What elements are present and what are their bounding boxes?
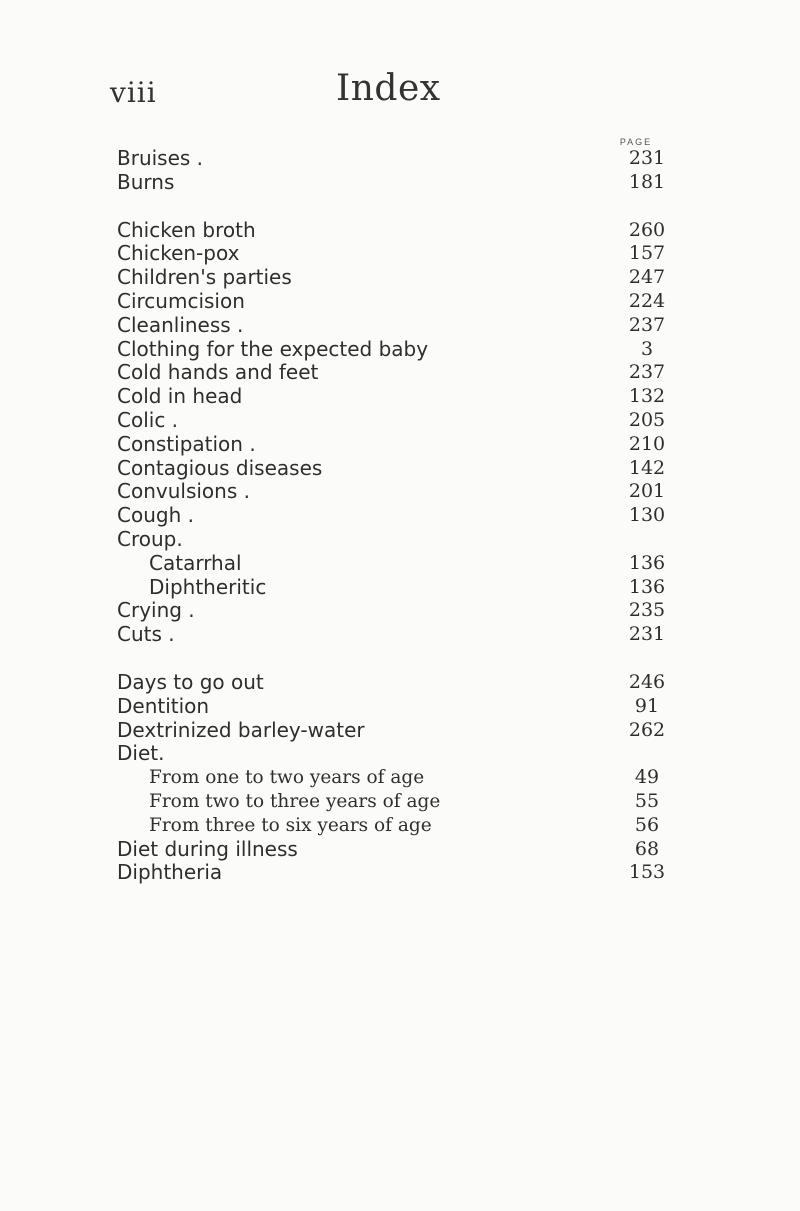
entry-page: 231 bbox=[628, 147, 666, 169]
entry-term: Dentition bbox=[117, 693, 210, 718]
index-entry bbox=[117, 409, 677, 433]
index-entry bbox=[117, 599, 677, 623]
entry-page: 142 bbox=[628, 456, 666, 479]
entry-term: Diet during illness bbox=[117, 836, 298, 861]
index-entry bbox=[117, 861, 677, 885]
entry-page: 247 bbox=[628, 266, 666, 289]
index-entry bbox=[117, 290, 677, 314]
index-subentry bbox=[117, 576, 677, 600]
index-entry bbox=[117, 385, 677, 409]
entry-term: Cold hands and feet bbox=[117, 360, 319, 385]
entry-term: Convulsions . bbox=[117, 479, 250, 504]
index-entry bbox=[117, 719, 677, 743]
entry-term: Colic . bbox=[117, 407, 179, 432]
index-entry bbox=[117, 433, 677, 457]
entry-term: Dextrinized barley-water bbox=[117, 717, 365, 742]
entry-term: From three to six years of age bbox=[149, 814, 432, 836]
index-entries bbox=[117, 147, 677, 885]
index-subentry bbox=[117, 814, 677, 838]
entry-page: 205 bbox=[628, 408, 666, 431]
entry-term: Burns bbox=[117, 169, 175, 194]
entry-term: Diet. bbox=[117, 741, 165, 766]
entry-term: Diphtheritic bbox=[149, 574, 267, 599]
entry-page: 237 bbox=[628, 313, 666, 336]
index-entry bbox=[117, 361, 677, 385]
entry-term: Children's parties bbox=[117, 265, 292, 290]
index-entry bbox=[117, 171, 677, 195]
index-entry bbox=[117, 528, 677, 552]
entry-term: Clothing for the expected baby bbox=[117, 336, 429, 361]
entry-term: Cuts . bbox=[117, 622, 175, 647]
entry-page: 260 bbox=[628, 218, 666, 241]
index-entry bbox=[117, 457, 677, 481]
page-number: viii bbox=[110, 76, 157, 109]
entry-page: 55 bbox=[634, 789, 660, 812]
entry-page: 68 bbox=[634, 837, 660, 860]
index-entry bbox=[117, 266, 677, 290]
index-subentry bbox=[117, 766, 677, 790]
entry-page: 153 bbox=[628, 861, 666, 884]
entry-page: 235 bbox=[628, 599, 666, 622]
entry-term: Days to go out bbox=[117, 669, 264, 694]
index-entry bbox=[117, 504, 677, 528]
entry-page: 132 bbox=[628, 385, 666, 408]
entry-page: 231 bbox=[628, 623, 666, 646]
entry-term: Croup. bbox=[117, 526, 183, 551]
entry-page: 201 bbox=[628, 480, 666, 503]
entry-page: 224 bbox=[628, 289, 666, 312]
index-entry bbox=[117, 219, 677, 243]
entry-page: 130 bbox=[628, 504, 666, 527]
entry-term: Contagious diseases bbox=[117, 455, 323, 480]
entry-term: Catarrhal bbox=[149, 550, 242, 575]
entry-page: 136 bbox=[628, 575, 666, 598]
entry-term: Crying . bbox=[117, 598, 195, 623]
index-entry bbox=[117, 242, 677, 266]
entry-term: Bruises . bbox=[117, 146, 204, 170]
entry-page: 181 bbox=[628, 170, 666, 193]
entry-term: From two to three years of age bbox=[149, 790, 441, 812]
index-entry bbox=[117, 147, 677, 171]
index-entry bbox=[117, 671, 677, 695]
index-subentry bbox=[117, 790, 677, 814]
entry-term: Constipation . bbox=[117, 431, 256, 456]
page-title: Index bbox=[336, 68, 441, 109]
entry-page: 210 bbox=[628, 432, 666, 455]
entry-page: 3 bbox=[640, 337, 654, 360]
entry-term: From one to two years of age bbox=[149, 767, 425, 789]
entry-page: 246 bbox=[628, 670, 666, 693]
entry-page: 56 bbox=[634, 813, 660, 836]
index-entry bbox=[117, 338, 677, 362]
index-entry bbox=[117, 480, 677, 504]
entry-page: 237 bbox=[628, 361, 666, 384]
entry-term: Cold in head bbox=[117, 384, 243, 409]
entry-term: Cleanliness . bbox=[117, 312, 244, 337]
entry-term: Circumcision bbox=[117, 288, 245, 313]
entry-term: Cough . bbox=[117, 503, 194, 528]
entry-term: Diphtheria bbox=[117, 860, 223, 885]
entry-page: 136 bbox=[628, 551, 666, 574]
index-entry bbox=[117, 623, 677, 647]
index-entry bbox=[117, 695, 677, 719]
entry-page: 49 bbox=[634, 766, 660, 789]
index-entry bbox=[117, 314, 677, 338]
index-entry bbox=[117, 742, 677, 766]
index-subentry bbox=[117, 552, 677, 576]
entry-page: 262 bbox=[628, 718, 666, 741]
entry-page: 91 bbox=[634, 694, 660, 717]
entry-term: Chicken-pox bbox=[117, 241, 240, 266]
index-entry bbox=[117, 838, 677, 862]
page-column-label: PAGE bbox=[619, 137, 653, 147]
entry-term: Chicken broth bbox=[117, 217, 256, 242]
entry-page: 157 bbox=[628, 242, 666, 265]
